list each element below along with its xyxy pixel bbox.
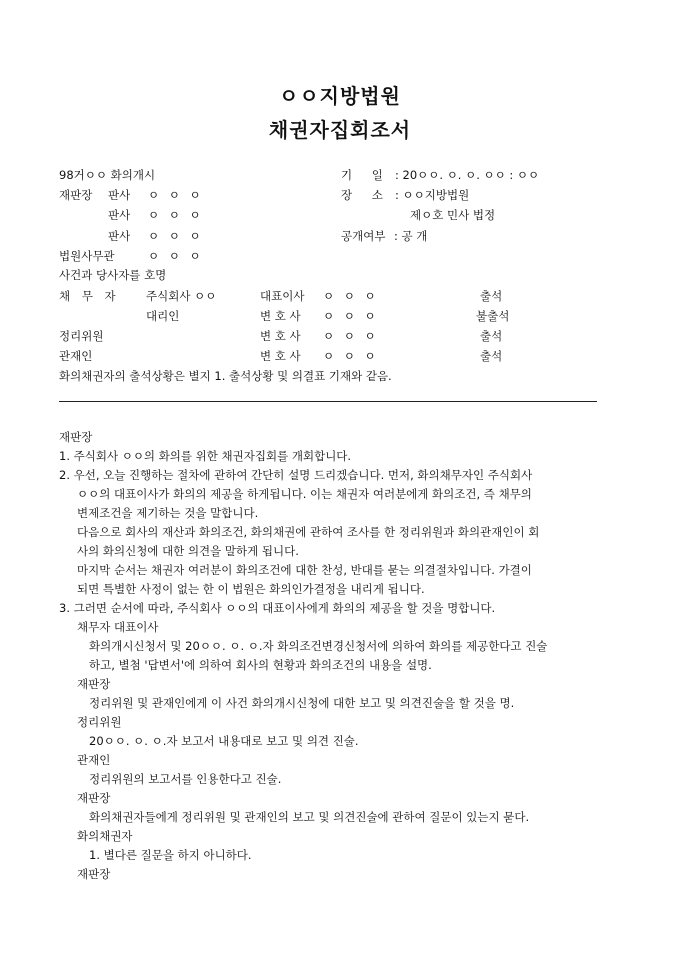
paragraph-2: 2. 우선, 오늘 진행하는 절차에 관하여 간단히 설명 드리겠습니다. 먼저, 화의채무자인 주식회사 [59, 468, 533, 482]
paragraph-2-line: ㅇㅇ의 대표이사가 화의의 제공을 하게됩니다. 이는 채권자 여러분에게 화의조건, 즉 채무의 [77, 487, 532, 501]
judge-label: 판사 [108, 229, 131, 243]
debtor-label: 채 무 자 [59, 289, 116, 303]
case-number: 98거ㅇㅇ 화의개시 [59, 168, 156, 182]
judge-name: ㅇ ㅇ ㅇ [148, 229, 204, 243]
date-value: : 20ㅇㅇ. ㅇ. ㅇ. ㅇㅇ : ㅇㅇ [395, 168, 540, 182]
court-name: ㅇㅇ지방법원 [279, 84, 401, 108]
judge-label: 판사 [108, 188, 131, 202]
agent-label: 대리인 [146, 309, 180, 323]
rep-label: 대표이사 [260, 289, 305, 303]
lawyer-label: 변 호 사 [260, 349, 301, 363]
attendance-status: 출석 [480, 329, 503, 343]
paragraph-2-line: 변제조건을 제기하는 것을 말합니다. [77, 506, 259, 520]
statement-judge: 정리위원 및 관재인에게 이 사건 화의개시신청에 대한 보고 및 의견진술을 할 것을 명. [89, 696, 515, 710]
judge-label: 판사 [108, 208, 131, 222]
rep-name: ㅇ ㅇ ㅇ [323, 289, 379, 303]
lawyer-name: ㅇ ㅇ ㅇ [323, 309, 379, 323]
paragraph-2-line: 사의 화의신청에 대한 의견을 말하게 됩니다. [77, 544, 299, 558]
statement-creditors: 1. 별다른 질문을 하지 아니하다. [89, 848, 252, 862]
debtor-name: 주식회사 ㅇㅇ [146, 289, 217, 303]
lawyer-name: ㅇ ㅇ ㅇ [323, 349, 379, 363]
divider-line [59, 401, 597, 402]
trustee-label: 정리위원 [59, 329, 104, 343]
clerk-name: ㅇ ㅇ ㅇ [148, 249, 204, 263]
statement-rep-line: 하고, 별첨 '답변서'에 의하여 회사의 현황과 화의조건의 내용을 설명. [89, 658, 432, 672]
public-value: : 공 개 [394, 229, 428, 243]
attendance-status: 출석 [480, 289, 503, 303]
lawyer-name: ㅇ ㅇ ㅇ [323, 329, 379, 343]
speaker-judge: 재판장 [77, 791, 111, 805]
attendance-status: 출석 [480, 349, 503, 363]
lawyer-label: 변 호 사 [260, 329, 301, 343]
place-value: : ㅇㅇ지방법원 [395, 188, 470, 202]
speaker-judge: 재판장 [59, 430, 93, 444]
lawyer-label: 변 호 사 [260, 309, 301, 323]
paragraph-2-line: 되면 특별한 사정이 없는 한 이 법원은 화의인가결정을 내리게 됩니다. [77, 582, 425, 596]
place-label: 장 소 [341, 188, 383, 202]
judge-name: ㅇ ㅇ ㅇ [148, 188, 204, 202]
speaker-custodian: 관재인 [77, 753, 111, 767]
date-label: 기 일 [341, 168, 383, 182]
speaker-trustee: 정리위원 [77, 715, 122, 729]
paragraph-3: 3. 그러면 순서에 따라, 주식회사 ㅇㅇ의 대표이사에게 화의의 제공을 할 것을 명합니다. [59, 601, 496, 615]
statement-rep: 화의개시신청서 및 20ㅇㅇ. ㅇ. ㅇ.자 화의조건변경신청서에 의하여 화의를 제공한다고 진술 [89, 639, 548, 653]
paragraph-2-line: 다음으로 회사의 재산과 화의조건, 화의채권에 관하여 조사를 한 정리위원과 화의관재인이 회 [77, 525, 540, 539]
speaker-debtor-rep: 채무자 대표이사 [77, 620, 159, 634]
judge-name: ㅇ ㅇ ㅇ [148, 208, 204, 222]
clerk-label: 법원사무관 [59, 249, 115, 263]
speaker-judge: 재판장 [77, 677, 111, 691]
statement-custodian: 정리위원의 보고서를 인용한다고 진술. [89, 772, 282, 786]
courtroom: 제ㅇ호 민사 법정 [410, 208, 496, 222]
speaker-judge: 재판장 [77, 867, 111, 881]
attendance-status: 불출석 [476, 309, 510, 323]
speaker-creditors: 화의채권자 [77, 829, 133, 843]
custodian-label: 관재인 [59, 349, 93, 363]
paragraph-2-line: 마지막 순서는 채권자 여러분이 화의조건에 대한 찬성, 반대를 묻는 의결절차입니다. 가결이 [77, 563, 532, 577]
call-parties: 사건과 당사자를 호명 [59, 268, 167, 282]
presiding-judge-label: 재판장 [59, 188, 93, 202]
creditors-attendance-note: 화의채권자의 출석상황은 별지 1. 출석상황 및 의결표 기재와 같음. [59, 369, 392, 383]
public-label: 공개여부 [341, 229, 386, 243]
statement-trustee: 20ㅇㅇ. ㅇ. ㅇ.자 보고서 내용대로 보고 및 의견 진술. [89, 734, 359, 748]
paragraph-1: 1. 주식회사 ㅇㅇ의 화의를 위한 채권자집회를 개회합니다. [59, 449, 352, 463]
statement-judge: 화의채권자들에게 정리위원 및 관재인의 보고 및 의견진술에 관하여 질문이 있는지 묻다. [89, 810, 530, 824]
document-title: 채권자집회조서 [268, 118, 412, 142]
